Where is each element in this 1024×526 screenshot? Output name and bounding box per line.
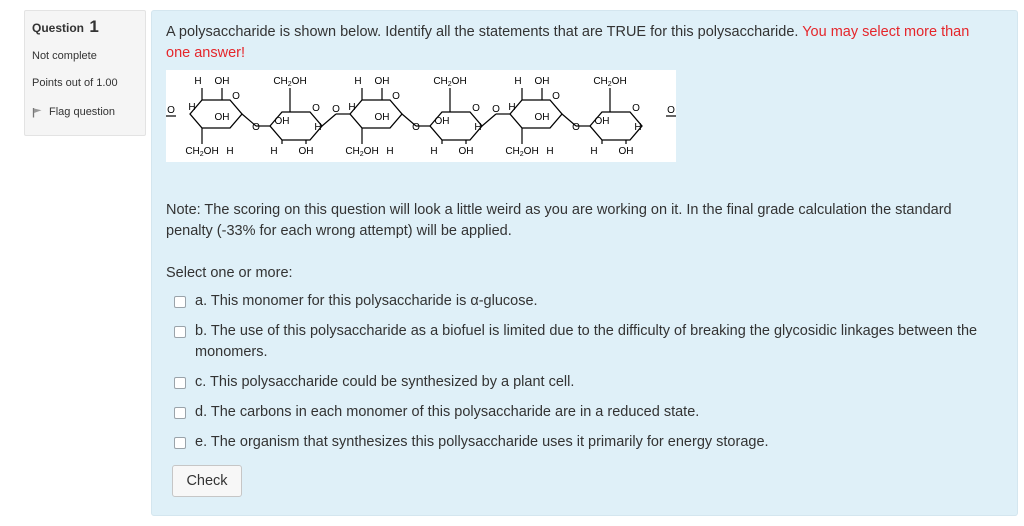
ring-oxygen-label: O	[392, 91, 400, 102]
ring-hydroxyl-label: OH	[534, 112, 550, 123]
ring-hydroxyl-label: OH	[458, 146, 474, 157]
ring-hydroxyl-label: OH	[618, 146, 634, 157]
answer-text-b: b. The use of this polysaccharide as a biofuel is limited due to the difficulty of breaking the glycosidic linkages between the monomers.	[195, 323, 978, 360]
checkbox-e[interactable]	[174, 437, 186, 449]
answer-text-a: a. This monomer for this polysaccharide is α-glucose.	[195, 293, 538, 309]
glycosidic-oxygen-label: O	[492, 104, 500, 115]
checkbox-a[interactable]	[174, 296, 186, 308]
ch2oh-group-label: $CH_2OH$	[593, 76, 627, 88]
ring-oxygen-label: O	[632, 103, 640, 114]
flag-question-label: Flag question	[49, 106, 116, 118]
select-prompt: Select one or more:	[166, 265, 293, 281]
ring-hydroxyl-label: OH	[434, 116, 450, 127]
ch2oh-group-label: $CH_2OH$	[505, 146, 539, 158]
glycosidic-oxygen-label: O	[332, 104, 340, 115]
ring-hydrogen-label: H	[270, 146, 278, 157]
answer-text-d: d. The carbons in each monomer of this polysaccharide are in a reduced state.	[195, 404, 700, 420]
checkbox-d[interactable]	[174, 407, 186, 419]
ring-hydrogen-label: H	[430, 146, 438, 157]
ring-hydrogen-label: H	[474, 122, 482, 133]
polysaccharide-structure-diagram	[166, 70, 676, 162]
answer-text-c: c. This polysaccharide could be synthesized by a plant cell.	[195, 374, 575, 390]
ring-oxygen-label: O	[232, 91, 240, 102]
question-grade: Points out of 1.00	[32, 77, 118, 89]
ch2oh-group-label: $CH_2OH$	[185, 146, 219, 158]
glycosidic-oxygen-label: O	[412, 122, 420, 133]
checkbox-c[interactable]	[174, 377, 186, 389]
ring-hydrogen-label: H	[354, 76, 362, 87]
flag-icon	[32, 107, 43, 118]
ring-hydroxyl-label: OH	[214, 112, 230, 123]
glycosidic-oxygen-label: O	[572, 122, 580, 133]
ring-hydrogen-label: H	[314, 122, 322, 133]
ring-hydroxyl-label: OH	[214, 76, 230, 87]
ch2oh-group-label: $CH_2OH$	[273, 76, 307, 88]
answer-option-b[interactable]	[172, 321, 1002, 363]
scoring-note: Note: The scoring on this question will look a little weird as you are working on it. In the final grade calculation the standard penalty (-33% for each wrong attempt) will be applied.	[166, 202, 952, 239]
answer-option-d[interactable]	[172, 402, 1002, 423]
checkbox-b[interactable]	[174, 326, 186, 338]
question-text	[166, 22, 996, 64]
question-text-main: A polysaccharide is shown below. Identify all the statements that are TRUE for this polysaccharide.	[166, 24, 799, 40]
ring-hydrogen-label: H	[188, 102, 196, 113]
answer-option-c[interactable]	[172, 372, 1002, 393]
ring-hydroxyl-label: OH	[374, 112, 390, 123]
ring-hydrogen-label: H	[546, 146, 554, 157]
ring-hydrogen-label: H	[226, 146, 234, 157]
answer-option-e[interactable]	[172, 432, 1002, 453]
glycosidic-bond	[482, 114, 496, 126]
ring-hydrogen-label: H	[386, 146, 394, 157]
polysaccharide-structure-image	[166, 70, 676, 162]
question-text-emphasis: You may select more than one answer!	[166, 24, 970, 61]
ring-hydroxyl-label: OH	[374, 76, 390, 87]
glycosidic-oxygen-label: O	[167, 105, 175, 116]
glycosidic-bond	[322, 114, 336, 126]
check-button[interactable]: Check	[172, 465, 242, 497]
ring-hydroxyl-label: OH	[274, 116, 290, 127]
ring-hydrogen-label: H	[514, 76, 522, 87]
ring-hydroxyl-label: OH	[298, 146, 314, 157]
question-state: Not complete	[32, 50, 97, 62]
question-info-panel	[24, 10, 146, 136]
ring-oxygen-label: O	[312, 103, 320, 114]
glycosidic-oxygen-label: O	[667, 105, 675, 116]
ring-oxygen-label: O	[472, 103, 480, 114]
ch2oh-group-label: $CH_2OH$	[433, 76, 467, 88]
answer-option-a[interactable]	[172, 291, 1002, 312]
glycosidic-oxygen-label: O	[252, 122, 260, 133]
answer-text-e: e. The organism that synthesizes this pollysaccharide uses it primarily for energy storage.	[195, 434, 769, 450]
question-content-panel	[151, 10, 1018, 516]
question-number: 1	[89, 17, 99, 36]
ring-hydrogen-label: H	[508, 102, 516, 113]
question-title	[32, 17, 138, 37]
ring-hydroxyl-label: OH	[534, 76, 550, 87]
ring-oxygen-label: O	[552, 91, 560, 102]
ring-hydroxyl-label: OH	[594, 116, 610, 127]
flag-question-link[interactable]	[32, 106, 138, 118]
ring-hydrogen-label: H	[348, 102, 356, 113]
answer-options	[172, 291, 1002, 462]
ring-hydrogen-label: H	[194, 76, 202, 87]
ch2oh-group-label: $CH_2OH$	[345, 146, 379, 158]
question-label: Question	[32, 21, 85, 35]
ring-hydrogen-label: H	[634, 122, 642, 133]
ring-hydrogen-label: H	[590, 146, 598, 157]
